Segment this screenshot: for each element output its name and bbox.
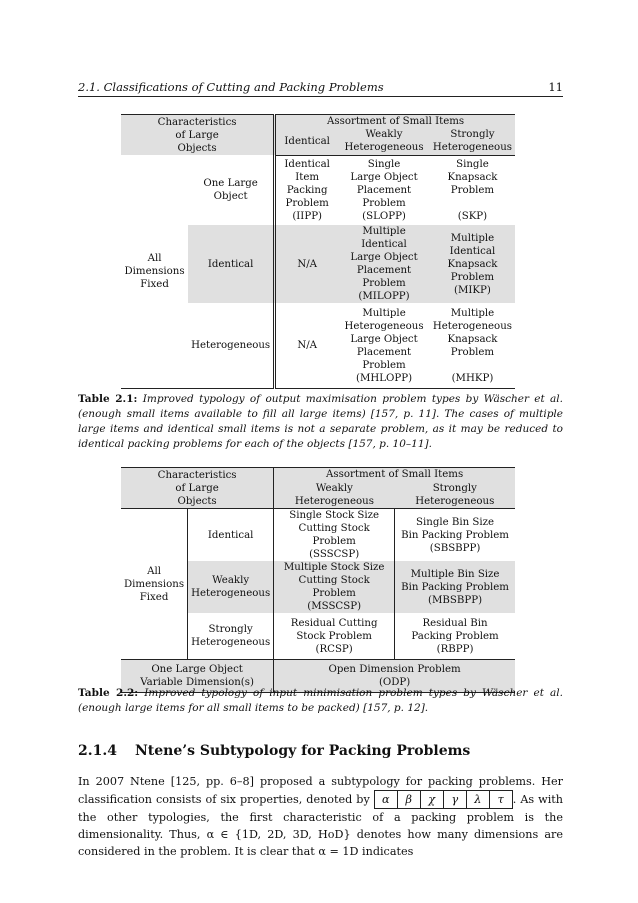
t2-side-label: All Dimensions Fixed [121,509,188,660]
t1-side-label: All Dimensions Fixed [124,253,185,290]
page-number: 11 [548,80,563,94]
t2-cell: Residual Bin Packing Problem (RBPP) [411,617,499,655]
t1-cell: Single Large Object Placement Problem (SLOPP) [350,158,418,222]
t1-col-identical: Identical [275,128,339,155]
t1-cell: Multiple Identical Knapsack Problem (MIKP) [447,232,498,296]
section-title: Ntene’s Subtypology for Packing Problems [134,743,471,759]
t1-col-strongly: Strongly Heterogeneous [430,128,515,155]
t1-row-label: One Large Object [188,155,275,225]
t2-bottom-label: One Large Object Variable Dimension(s) [121,660,274,693]
t1-col-weakly: Weakly Heterogeneous [338,128,430,155]
t1-row-label: Identical [188,225,275,303]
t2-col-weakly: Weakly Heterogeneous [274,481,395,508]
table-output-maximisation [121,114,515,389]
t2-assortment-header: Assortment of Small Items [274,468,515,482]
t2-row-label: Identical [188,509,274,562]
t1-cell: Multiple Identical Large Object Placement Problem (MILOPP) [350,226,418,302]
t2-bottom-value: Open Dimension Problem (ODP) [328,664,461,688]
t1-cell: Multiple Heterogeneous Knapsack Problem (MHKP) [432,307,512,384]
section-number: 2.1.4 [78,743,117,759]
table-input-minimisation [121,467,515,693]
t2-col-strongly: Strongly Heterogeneous [395,481,515,508]
running-header [78,80,563,97]
t2-row-label: Weakly Heterogeneous [188,561,274,613]
body-paragraph: In 2007 Ntene [125, pp. 6–8] proposed a subtypology for packing problems. Her classification consists of six properties, denoted by α β χ γ λ τ . As with the other typologies, the first characteristic of a packing problem is the dimensionality. Thus, α ∈ {1D, 2D, 3D, HoD} denotes how many dimensions are considered in the problem. It is clear that α = 1D indicates [78,775,563,858]
t1-cell: N/A [297,340,318,351]
t1-row-label: Heterogeneous [188,303,275,389]
t2-characteristics-header: Characteristics of Large Objects [121,468,274,509]
t2-cell: Single Bin Size Bin Packing Problem (SBSBPP) [401,516,509,554]
header-title: 2.1. Classifications of Cutting and Packing Problems [78,80,384,94]
t1-cell: Identical Item Packing Problem (IIPP) [284,158,330,222]
table-caption-2: Table 2.2: Improved typology of input minimisation problem types by Wäscher et al. (enough large items for all small items to be packed) [157, p. 12]. [78,687,564,714]
t1-cell: Multiple Heterogeneous Large Object Placement Problem (MHLOPP) [344,307,424,384]
t1-characteristics-header: Characteristics of Large Objects [121,115,275,156]
t1-cell: Single Knapsack Problem (SKP) [447,158,498,222]
t2-row-label: Strongly Heterogeneous [188,613,274,660]
t1-cell: N/A [297,258,318,270]
t2-cell: Multiple Bin Size Bin Packing Problem (MBSBPP) [401,568,509,606]
section-heading [78,743,470,759]
t2-cell: Single Stock Size Cutting Stock Problem (SSSCSP) [274,509,395,562]
property-symbols: α β χ γ λ τ [374,790,513,809]
t1-assortment-header: Assortment of Small Items [275,115,515,129]
t2-cell: Residual Cutting Stock Problem (RCSP) [274,613,395,660]
table-caption-1: Table 2.1: Improved typology of output maximisation problem types by Wäscher et al. (enough small items available to fill all large items) [157, p. 11]. The cases of multiple large items and identical small items is not a separate problem, as it may be reduced to identical packing problems for each of the objects [157, p. 10–11]. [78,393,564,450]
t2-cell: Multiple Stock Size Cutting Stock Problem (MSSCSP) [274,561,395,613]
